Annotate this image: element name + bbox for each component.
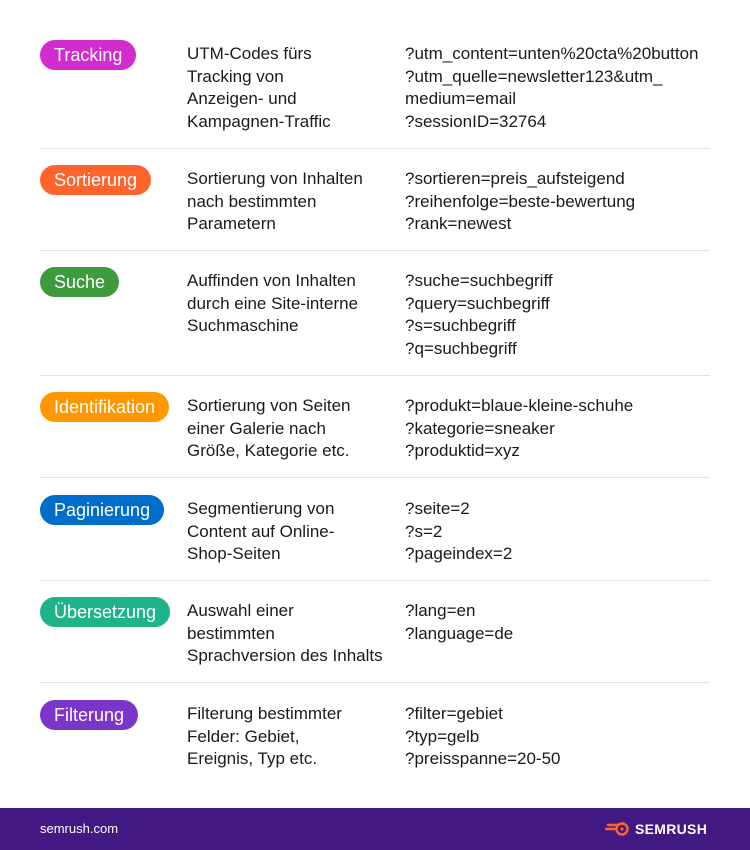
- category-description: [187, 498, 397, 566]
- row-divider: [40, 682, 710, 683]
- parameter-examples: [405, 43, 715, 133]
- description-line: Auswahl einer: [187, 601, 294, 620]
- parameter-examples: [405, 395, 715, 463]
- description-line: Suchmaschine: [187, 316, 299, 335]
- parameter-example: medium=email: [405, 89, 517, 108]
- description-line: Parametern: [187, 214, 276, 233]
- category-description: [187, 703, 397, 771]
- description-line: Kampagnen-Traffic: [187, 111, 331, 131]
- parameter-example: ?preisspanne=20-50: [405, 749, 561, 768]
- semrush-logo: [604, 820, 707, 838]
- category-description: [187, 270, 397, 338]
- parameter-example: ?reihenfolge=beste-bewertung: [405, 191, 636, 211]
- description-line: Sortierung von Inhalten: [187, 169, 363, 188]
- parameter-example: ?query=suchbegriff: [405, 293, 550, 313]
- parameter-examples: [405, 703, 715, 771]
- parameter-example: ?lang=en: [405, 601, 476, 620]
- parameter-example: ?suche=suchbegriff: [405, 271, 553, 290]
- description-line: Ereignis, Typ etc.: [187, 749, 318, 768]
- footer-bar: [0, 808, 750, 850]
- row-divider: [40, 477, 710, 478]
- parameter-examples: [405, 498, 715, 566]
- parameter-example: ?kategorie=sneaker: [405, 418, 555, 438]
- description-line: bestimmten: [187, 623, 275, 643]
- parameter-example: ?utm_quelle=newsletter123&utm_: [405, 66, 663, 86]
- category-badge: Suche: [40, 267, 119, 297]
- category-badge: Tracking: [40, 40, 136, 70]
- parameter-example: ?produkt=blaue-kleine-schuhe: [405, 396, 634, 415]
- category-badge: Identifikation: [40, 392, 169, 422]
- parameter-example: ?s=2: [405, 521, 443, 541]
- description-line: Filterung bestimmter: [187, 704, 342, 723]
- parameter-example: ?utm_content=unten%20cta%20button: [405, 44, 699, 63]
- description-line: Auffinden von Inhalten: [187, 271, 356, 290]
- parameter-example: ?sessionID=32764: [405, 111, 547, 131]
- row-divider: [40, 580, 710, 581]
- category-description: [187, 168, 397, 236]
- description-line: Felder: Gebiet,: [187, 726, 300, 746]
- description-line: Größe, Kategorie etc.: [187, 441, 350, 460]
- parameter-example: ?rank=newest: [405, 214, 512, 233]
- row-divider: [40, 250, 710, 251]
- category-badge: Filterung: [40, 700, 138, 730]
- category-badge: Paginierung: [40, 495, 164, 525]
- description-line: Anzeigen- und: [187, 89, 297, 108]
- category-description: [187, 43, 397, 133]
- row-divider: [40, 375, 710, 376]
- parameter-example: ?sortieren=preis_aufsteigend: [405, 169, 625, 188]
- semrush-logo-text: SEMRUSH: [635, 821, 708, 837]
- parameter-example: ?produktid=xyz: [405, 441, 520, 460]
- semrush-logo-icon: [604, 822, 630, 836]
- description-line: Tracking von: [187, 66, 284, 86]
- parameter-example: ?pageindex=2: [405, 544, 513, 563]
- description-line: nach bestimmten: [187, 191, 317, 211]
- description-line: Sortierung von Seiten: [187, 396, 351, 415]
- category-description: [187, 395, 397, 463]
- description-line: UTM-Codes fürs: [187, 44, 312, 63]
- description-line: Sprachversion des Inhalts: [187, 646, 383, 665]
- description-line: Content auf Online-: [187, 521, 335, 541]
- category-badge: Sortierung: [40, 165, 151, 195]
- description-line: Segmentierung von: [187, 499, 335, 518]
- footer-url: semrush.com: [40, 821, 119, 836]
- description-line: durch eine Site-interne: [187, 293, 359, 313]
- description-line: einer Galerie nach: [187, 418, 326, 438]
- row-divider: [40, 148, 710, 149]
- description-line: Shop-Seiten: [187, 544, 281, 563]
- parameter-example: ?typ=gelb: [405, 726, 480, 746]
- category-badge: Übersetzung: [40, 597, 170, 627]
- parameter-example: ?s=suchbegriff: [405, 316, 516, 335]
- parameter-example: ?q=suchbegriff: [405, 338, 517, 358]
- parameter-example: ?seite=2: [405, 499, 470, 518]
- parameter-example: ?filter=gebiet: [405, 704, 503, 723]
- parameter-examples: [405, 270, 715, 360]
- parameter-examples: [405, 600, 715, 645]
- parameter-examples: [405, 168, 715, 236]
- category-description: [187, 600, 397, 668]
- parameter-example: ?language=de: [405, 623, 514, 643]
